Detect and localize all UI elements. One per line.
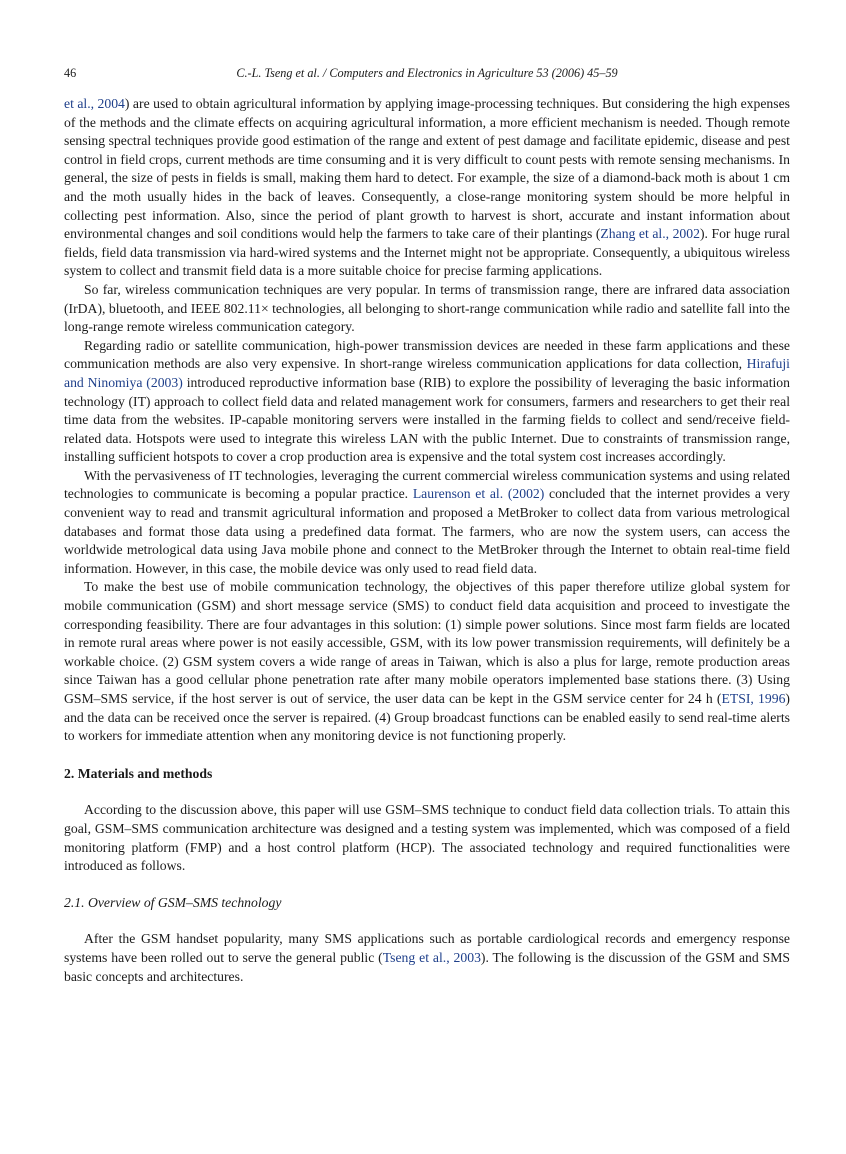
paragraph-intro-2: So far, wireless communication techniques are very popular. In terms of transmission range, there are infrared data association (IrDA), bluetooth, and IEEE 802.11× technologies, all belonging to short-range communication while radio and satellite fall into the long-range remote wireless communication category. xyxy=(64,281,790,335)
citation-link[interactable]: Laurenson et al. (2002) xyxy=(412,486,545,502)
paragraph-intro-1 xyxy=(64,95,790,281)
running-header xyxy=(64,66,790,84)
paragraph-text: introduced reproductive information base (RIB) to explore the possibility of leveraging the basic information technology (IT) approach to collect field data and related management work for consumers, farmers and researchers to get their real time data from the websites. IP-capable monitoring servers were installed in the farming fields to collect and send/receive field-related data. Hotspots were used to integrate this wireless LAN with the public Internet. Due to constraints of transmission range, installing sufficient hotspots to cover a crop production area is expensive and the total system cost increases accordingly. xyxy=(64,374,790,465)
paragraph-section2-1: According to the discussion above, this paper will use GSM–SMS technique to conduct field data collection trials. To attain this goal, GSM–SMS communication architecture was designed and a testing system was implemented, which was composed of a field monitoring platform (FMP) and a host control platform (HCP). The associated technology and required functionalities were introduced as follows. xyxy=(64,802,790,874)
page-number: 46 xyxy=(64,66,77,80)
paragraph-text: Regarding radio or satellite communication, high-power transmission devices are needed in these farm applications and these communication methods are also very expensive. In short-range wireless communication applications for data collection, xyxy=(64,337,790,372)
citation-link[interactable]: ETSI, 1996 xyxy=(721,691,786,706)
article-body xyxy=(64,95,790,986)
paragraph-text: After the GSM handset popularity, many SMS applications such as portable cardiological records and emergency response systems have been rolled out to serve the general public ( xyxy=(64,931,790,965)
paragraph-text: ) are used to obtain agricultural information by applying image-processing techniques. But considering the high expenses of the methods and the climate effects on acquiring agricultural information, a more efficient mechanism is needed. Though remote sensing spectral techniques provide good estimation of the range and extent of pest damage and facilitate epidemic, disease and pest control in field crops, current methods are time consuming and it is very difficult to count pests with remote sensing mechanisms. In general, the size of pests in fields is small, making them hard to detect. For example, the size of a diamond-back moth is about 1 cm and the moth usually hides in the back of leaves. Consequently, a close-range monitoring system should be more helpful in collecting pest information. Also, since the period of plant growth to harvest is short, accurate and instant information about environmental changes and soil conditions would help the farmers to take care of their plantings ( xyxy=(64,96,790,242)
paragraph-intro-4 xyxy=(64,467,790,579)
subsection-heading: 2.1. Overview of GSM–SMS technology xyxy=(64,894,282,910)
section-heading: 2. Materials and methods xyxy=(64,765,213,781)
citation-link[interactable]: et al., 2004 xyxy=(64,96,125,111)
paragraph-text: To make the best use of mobile communication technology, the objectives of this paper therefore utilize global system for mobile communication (GSM) and short message service (SMS) to conduct field data acquisition and proceed to investigate the corresponding feasibility. There are four advantages in this solution: (1) simple power solutions. Since most farm fields are located in remote rural areas where power is not easily accessible, GSM, with its low power transmission requirements, will definitely be a workable choice. (2) GSM system covers a wide range of areas in Taiwan, which is also a plus for large, remote production areas since Taiwan has a good cellular phone penetration rate after many mobile operators implemented base stations there. (3) Using GSM–SMS service, if the host server is out of service, the user data can be kept in the GSM service center for 24 h ( xyxy=(64,579,790,706)
paragraph-section21-1 xyxy=(64,930,790,986)
paragraph-intro-5 xyxy=(64,578,790,745)
paragraph-text: ) and the data can be received once the server is repaired. (4) Group broadcast functions can be enabled easily to send real-time alerts to workers for immediate attention when any monitoring device is not functioning properly. xyxy=(64,691,790,744)
citation-link[interactable]: Tseng et al., 2003 xyxy=(382,949,481,965)
running-head: C.-L. Tseng et al. / Computers and Electronics in Agriculture 53 (2006) 45–59 xyxy=(236,66,618,80)
citation-link[interactable]: Hirafuji and Ninomiya (2003) xyxy=(64,356,790,390)
paragraph-text: ). The following is the discussion of the GSM and SMS basic concepts and architectures. xyxy=(64,949,791,984)
citation-link[interactable]: Zhang et al., 2002 xyxy=(600,226,700,242)
paragraph-text: With the pervasiveness of IT technologies, leveraging the current commercial wireless communication systems and using related technologies to communicate is becoming a popular practice. xyxy=(64,467,790,502)
paragraph-text: ). For huge rural fields, field data transmission via hard-wired systems and the Internet might not be appropriate. Consequently, a ubiquitous wireless system to collect and transmit field data is a more suitable choice for precise farming applications. xyxy=(64,226,790,279)
paragraph-intro-3 xyxy=(64,337,790,467)
paragraph-text: concluded that the internet provides a very convenient way to read and transmit agricultural information and proposed a MetBroker to collect data from various metrological databases and format those data using a predefined data format. The farmers, who are now the system users, can access the worldwide metrological data using Java mobile phone and connect to the MetBroker through the Internet to obtain real-time field information. However, in this case, the mobile device was only used to read field data. xyxy=(64,486,790,576)
